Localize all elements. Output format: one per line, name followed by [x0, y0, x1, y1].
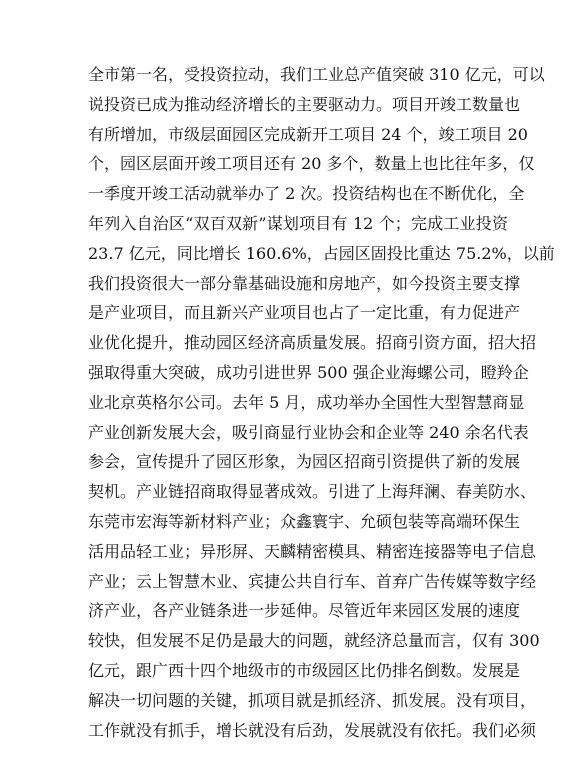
text-line-14: 参会，宣传提升了园区形象，为园区招商引资提供了新的发展 [88, 452, 521, 472]
text-line-7: 23.7 亿元，同比增长 160.6%，占园区固投比重达 75.2%，以前 [88, 243, 555, 263]
text-line-2: 说投资已成为推动经济增长的主要驱动力。项目开竣工数量也 [88, 94, 521, 114]
body-paragraph [88, 60, 555, 745]
text-line-10: 业优化提升，推动园区经济高质量发展。招商引资方面，招大招 [88, 333, 537, 353]
text-line-22: 解决一切问题的关键，抓项目就是抓经济、抓发展。没有项目， [88, 690, 537, 710]
text-line-12: 业北京英格尔公司。去年 5 月，成功举办全国性大型智慧商显 [88, 392, 525, 412]
text-line-15: 契机。产业链招商取得显著成效。引进了上海拜澜、春美防水、 [88, 482, 537, 502]
text-line-5: 一季度开竣工活动就举办了 2 次。投资结构也在不断优化，全 [88, 184, 525, 204]
text-line-17: 活用品轻工业；异形屏、天麟精密模具、精密连接器等电子信息 [88, 541, 537, 561]
text-line-21: 亿元，跟广西十四个地级市的市级园区比仍排名倒数。发展是 [88, 660, 521, 680]
text-line-1: 全市第一名，受投资拉动，我们工业总产值突破 310 亿元，可以 [88, 65, 545, 84]
text-line-8: 我们投资很大一部分靠基础设施和房地产，如今投资主要支撑 [88, 273, 521, 293]
text-line-20: 较快，但发展不足仍是最大的问题，就经济总量而言，仅有 300 [88, 631, 540, 651]
text-line-16: 东莞市宏海等新材料产业；众鑫寰宇、允硕包装等高端环保生 [88, 511, 521, 531]
text-line-6: 年列入自治区“双百双新”谋划项目有 12 个；完成工业投资 [88, 213, 508, 233]
text-line-13: 产业创新发展大会，吸引商显行业协会和企业等 240 余名代表 [88, 422, 529, 442]
text-line-3: 有所增加，市级层面园区完成新开工项目 24 个，竣工项目 20 [88, 124, 528, 144]
text-line-19: 济产业，各产业链条进一步延伸。尽管近年来园区发展的速度 [88, 601, 521, 621]
text-line-4: 个，园区层面开竣工项目还有 20 多个，数量上也比往年多，仅 [88, 154, 535, 174]
text-line-9: 是产业项目，而且新兴产业项目也占了一定比重，有力促进产 [88, 303, 521, 323]
text-line-18: 产业；云上智慧木业、宾捷公共自行车、首弃广告传媒等数字经 [88, 571, 537, 591]
text-line-23: 工作就没有抓手，增长就没有后劲，发展就没有依托。我们必须 [88, 720, 537, 740]
text-line-11: 强取得重大突破，成功引进世界 500 强企业海螺公司，瞪羚企 [88, 362, 529, 382]
